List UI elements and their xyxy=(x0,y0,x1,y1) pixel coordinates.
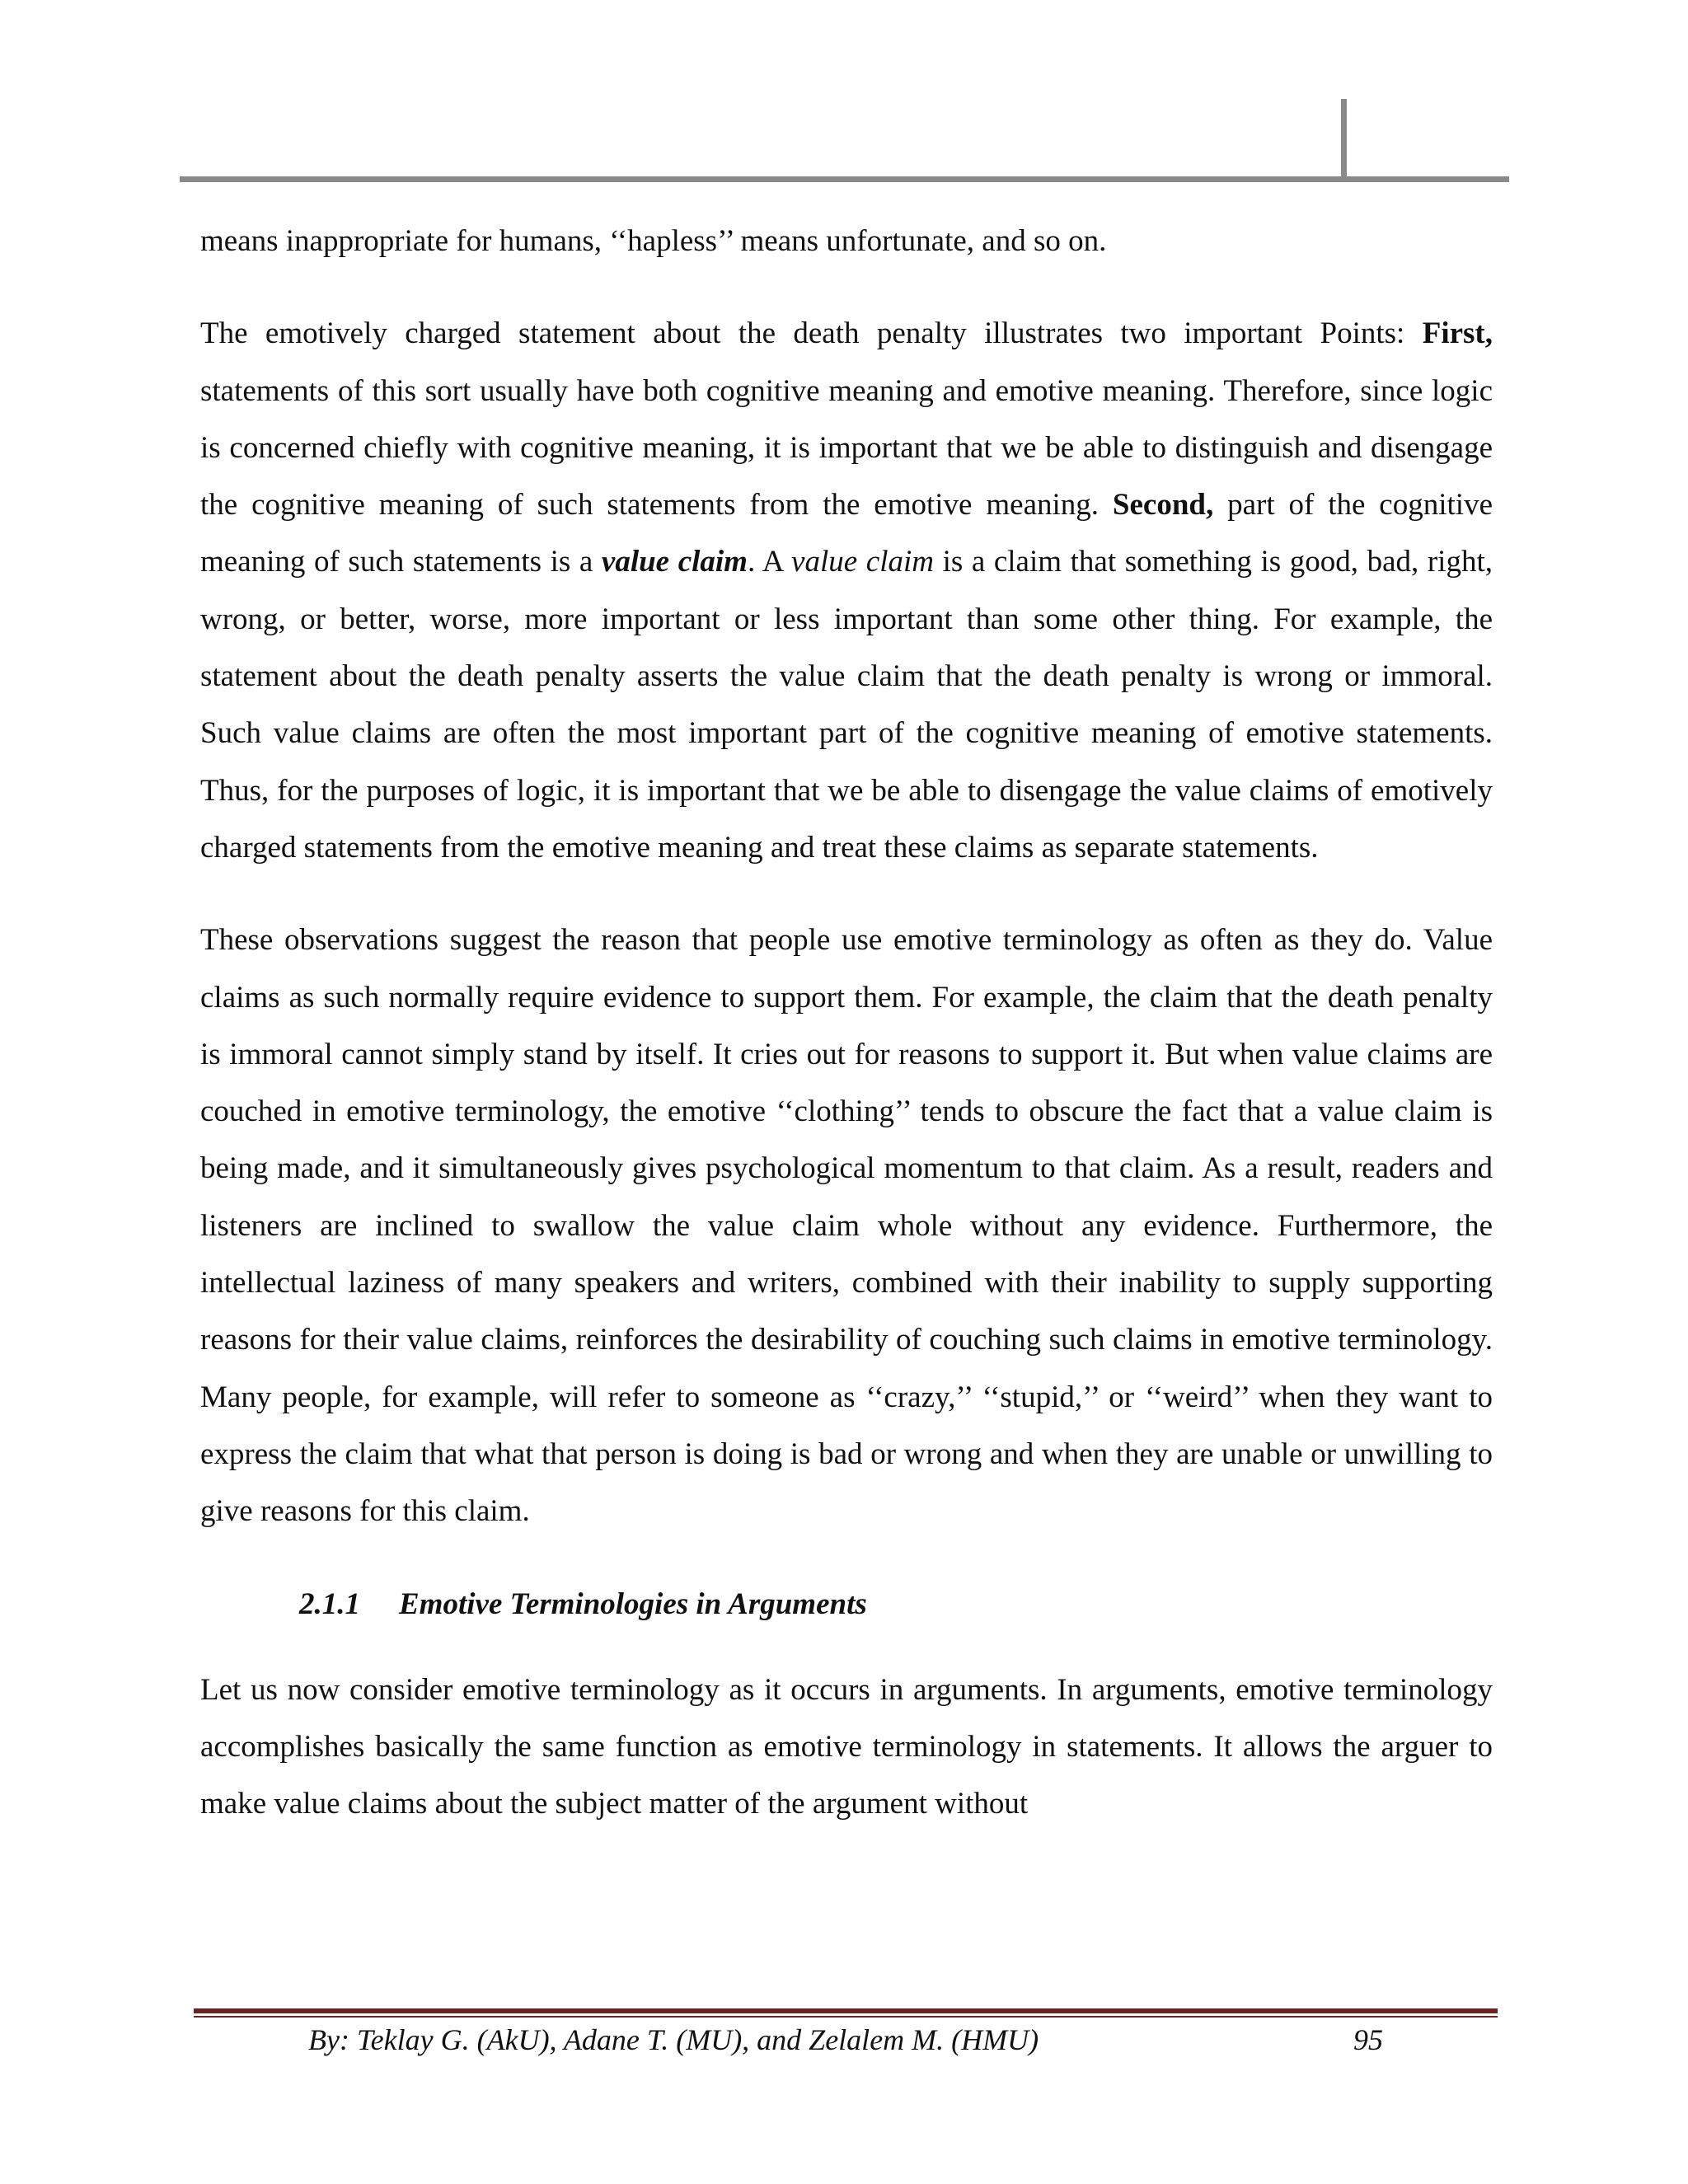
paragraph-arguments: Let us now consider emotive terminology as it occurs in arguments. In arguments, emotive terminology accomplishes basically the same function as emotive terminology in statements. It allows the arguer to make value claims about the subject matter of the argument without xyxy=(200,1672,1493,1821)
term-value-claim-italic: value claim xyxy=(791,545,934,579)
text-run: part of the cognitive meaning of such statements is a xyxy=(200,488,1493,579)
paragraph-value-claims xyxy=(200,305,1493,876)
paragraph-observations: These observations suggest the reason that people use emotive terminology as often as they do. Value claims as such normally require evidence to support them. For example, the claim that the death penalty is immoral cannot simply stand by itself. It cries out for reasons to support it. But when value claims are couched in emotive terminology, the emotive ‘‘clothing’’ tends to obscure the fact that a value claim is being made, and it simultaneously gives psychological momentum to that claim. As a result, readers and listeners are inclined to swallow the value claim whole without any evidence. Furthermore, the intellectual laziness of many speakers and writers, combined with their inability to supply supporting reasons for their value claims, reinforces the desirability of couching such claims in emotive terminology. Many people, for example, will refer to someone as ‘‘crazy,’’ ‘‘stupid,’’ or ‘‘weird’’ when they want to express the claim that what that person is doing is bad or wrong and when they are unable or unwilling to give reasons for this claim. xyxy=(200,923,1493,1529)
section-heading xyxy=(200,1576,1493,1633)
page-body xyxy=(200,213,1493,1832)
second-label: Second, xyxy=(1112,488,1214,523)
text-run: The emotively charged statement about the death penalty illustrates two important Points: xyxy=(200,316,1423,351)
header-tick xyxy=(1341,99,1347,181)
text-run: is a claim that something is good, bad, right, wrong, or better, worse, more important or less important than some other thing. For example, the statement about the death penalty asserts the value claim that the death penalty is wrong or immoral. Such value claims are often the most important part of the cognitive meaning of emotive statements. Thus, for the purposes of logic, it is important that we be able to disengage the value claims of emotively charged statements from the emotive meaning and treat these claims as separate statements. xyxy=(200,545,1493,865)
text-run: . A xyxy=(747,545,792,579)
footer-authors: By: Teklay G. (AkU), Adane T. (MU), and Zelalem M. (HMU) xyxy=(308,2023,1039,2056)
header-rule xyxy=(180,176,1509,182)
term-value-claim-bold: value claim xyxy=(601,545,748,579)
section-number: 2.1.1 xyxy=(299,1586,360,1621)
section-title: Emotive Terminologies in Arguments xyxy=(399,1586,867,1621)
text-run: statements of this sort usually have both cognitive meaning and emotive meaning. Therefore, since logic is concerned chiefly with cognitive meaning, it is important that we be able to distinguish and disengage the cognitive meaning of such statements from the emotive meaning. xyxy=(200,373,1493,523)
footer-rule-thin xyxy=(194,2016,1498,2018)
footer-rule xyxy=(194,2008,1498,2013)
page-number: 95 xyxy=(1353,2023,1383,2056)
paragraph-continuation: means inappropriate for humans, ‘‘hapless’’ means unfortunate, and so on. xyxy=(200,224,1107,258)
first-label: First, xyxy=(1422,316,1493,351)
